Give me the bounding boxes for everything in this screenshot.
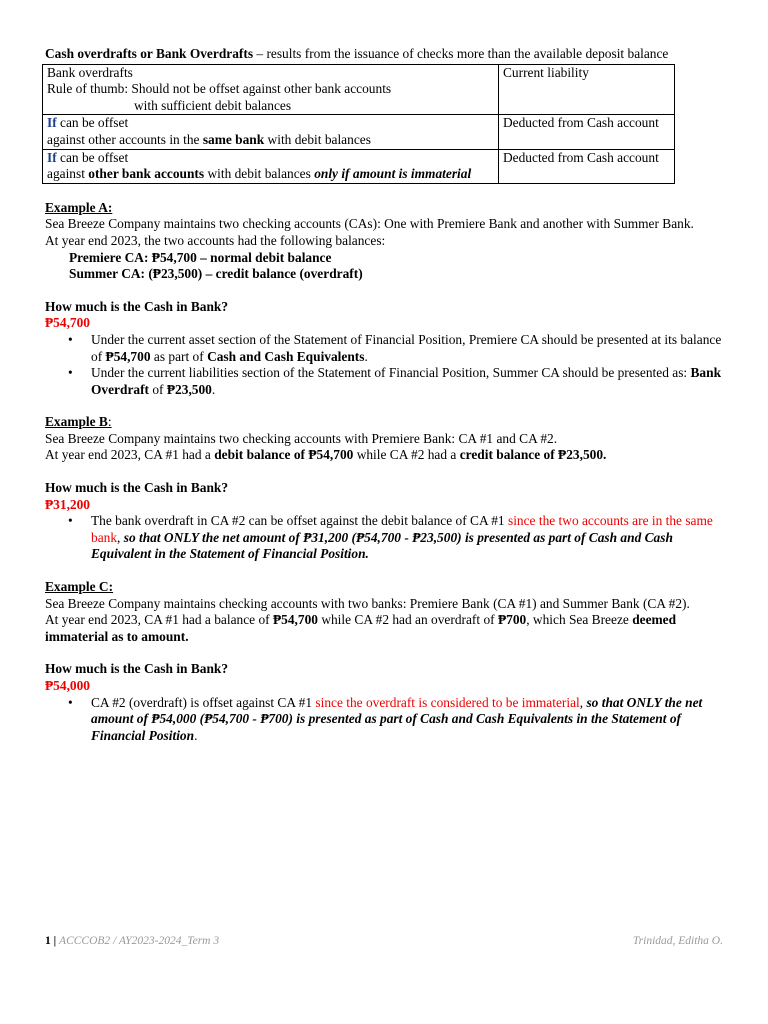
document-body: Cash overdrafts or Bank Overdrafts – results from the issuance of checks more than the available deposit balance Bank overdrafts Rule of thumb: Should not be offset against other bank accounts with sufficient debit balances Current liability If can be offset against other accounts in the same bank with debit balances Deducted from Cash account If can be offset against other bank accounts with debit balances only if amount is immaterial Deducted from Cash account Example A: Sea Breeze Company maintains two checking accounts (CAs): One with Premiere Bank and another with Summer Bank. At year end 2023, the two accounts had the following balances: Premiere CA: ₱54,700 – normal debit balance Summer CA: (₱23,500) – credit balance (overdraft) How much is the Cash in Bank? ₱54,700 • Under the current asset section of the Statement of Financial Position, Premiere CA should be presented at its balance of ₱54,700 as part of Cash and Cash Equivalents. • Under the current liabilities section of the Statement of Financial Position, Summer CA should be presented as: Bank Overdraft of ₱23,500. Example B: Sea Breeze Company maintains two checking accounts with Premiere Bank: CA #1 and CA #2. At year end 2023, CA #1 had a debit balance of ₱54,700 while CA #2 had a credit balance of ₱23,500. How much is the Cash in Bank? ₱31,200 • The bank overdraft in CA #2 can be offset against the debit balance of CA #1 since the two accounts are in the same bank, so that ONLY the net amount of ₱31,200 (₱54,700 - ₱23,500) is presented as part of Cash and Cash Equivalent in the Statement of Financial Position. Example C: Sea Breeze Company maintains checking accounts with two banks: Premiere Bank (CA #1) and Summer Bank (CA #2). At year end 2023, CA #1 had a balance of ₱54,700 while CA #2 had an overdraft of ₱700, which Sea Breeze deemed immaterial as to amount. How much is the Cash in Bank? ₱54,000 • CA #2 (overdraft) is offset against CA #1 since the overdraft is considered to be immaterial, so that ONLY the net amount of ₱54,000 (₱54,700 - ₱700) is presented as part of Cash and Cash Equivalents in the Statement of Financial Position.	[45, 46, 725, 744]
author-label: Trinidad, Editha O.	[632, 935, 723, 947]
bullet-list	[45, 695, 725, 745]
example-a-title: Example A:	[45, 199, 113, 215]
example-c-title: Example C:	[45, 579, 114, 595]
table-row	[43, 115, 675, 149]
course-label: ACCCOB2 / AY2023-2024_Term 3	[59, 935, 220, 947]
table-row	[43, 149, 675, 183]
table-cell: Bank overdrafts Rule of thumb: Should not be offset against other bank accounts with sufficient debit balances	[43, 64, 499, 115]
question: How much is the Cash in Bank?	[45, 480, 229, 496]
question: How much is the Cash in Bank?	[45, 298, 229, 314]
overdraft-rules-table	[42, 64, 675, 184]
answer: ₱54,000	[45, 678, 91, 693]
table-cell: Deducted from Cash account	[499, 115, 675, 149]
page-footer: 1 | ACCCOB2 / AY2023-2024_Term 3 Trinidad, Editha O.	[45, 933, 725, 950]
bullet-list	[45, 513, 725, 563]
table-cell: If can be offset against other bank accounts with debit balances only if amount is immaterial	[43, 149, 499, 183]
section-heading: Cash overdrafts or Bank Overdrafts – results from the issuance of checks more than the available deposit balance	[45, 46, 669, 61]
list-item: • Under the current asset section of the Statement of Financial Position, Premiere CA should be presented at its balance of ₱54,700 as part of Cash and Cash Equivalents.	[91, 332, 725, 365]
table-cell: Current liability	[499, 64, 675, 115]
list-item: • CA #2 (overdraft) is offset against CA #1 since the overdraft is considered to be immaterial, so that ONLY the net amount of ₱54,000 (₱54,700 - ₱700) is presented as part of Cash and Cash Equivalents in the Statement of Financial Position.	[91, 695, 725, 745]
table-cell: Deducted from Cash account	[499, 149, 675, 183]
table-row	[43, 64, 675, 115]
answer: ₱31,200	[45, 496, 91, 512]
page-number: 1	[45, 935, 51, 947]
bullet-list	[45, 332, 725, 398]
example-b-title: Example B:	[45, 414, 112, 430]
list-item: • The bank overdraft in CA #2 can be offset against the debit balance of CA #1 since the two accounts are in the same bank, so that ONLY the net amount of ₱31,200 (₱54,700 - ₱23,500) is presented as part of Cash and Cash Equivalent in the Statement of Financial Position.	[91, 513, 725, 563]
table-cell: If can be offset against other accounts in the same bank with debit balances	[43, 115, 499, 149]
list-item: • Under the current liabilities section of the Statement of Financial Position, Summer CA should be presented as: Bank Overdraft of ₱23,500.	[91, 365, 725, 398]
question: How much is the Cash in Bank?	[45, 661, 229, 677]
answer: ₱54,700	[45, 315, 91, 331]
